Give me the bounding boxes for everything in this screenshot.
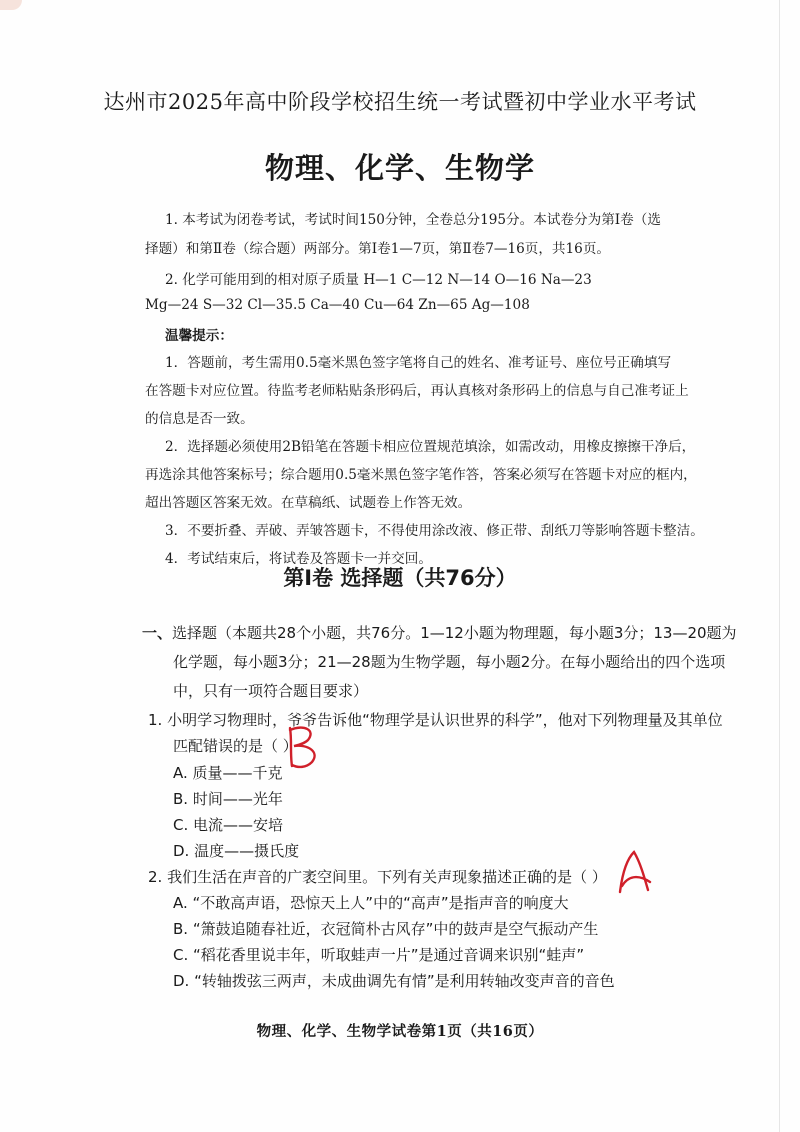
option-c: C. 电流——安培: [173, 816, 284, 834]
question-stem: 2. 我们生活在声音的广袤空间里。下列有关声现象描述正确的是（ ）: [148, 868, 607, 886]
handwritten-answer-b: [282, 722, 328, 772]
note-line: 2. 化学可能用到的相对原子质量 H—1 C—12 N—14 O—16 Na—23: [165, 272, 592, 288]
option-a: A. “不敢高声语，恐惊天上人”中的“高声”是指声音的响度大: [173, 894, 569, 912]
tip-line: 3．不要折叠、弄破、弄皱答题卡，不得使用涂改液、修正带、刮纸刀等影响答题卡整洁。: [165, 523, 704, 539]
subject-title: 物理、化学、生物学: [264, 151, 535, 185]
section-instructions-line: 化学题，每小题3分；21—28题为生物学题，每小题2分。在每小题给出的四个选项: [173, 653, 726, 671]
note-line: 择题）和第Ⅱ卷（综合题）两部分。第Ⅰ卷1—7页，第Ⅱ卷7—16页，共16页。: [145, 241, 611, 257]
note-line: 1. 本考试为闭卷考试，考试时间150分钟，全卷总分195分。本试卷分为第Ⅰ卷（选: [165, 212, 661, 228]
tip-line: 2．选择题必须使用2B铅笔在答题卡相应位置规范填涂，如需改动，用橡皮擦擦干净后，: [165, 439, 696, 455]
question-stem: 匹配错误的是（ ）: [173, 737, 298, 755]
option-d: D. 温度——摄氏度: [173, 842, 300, 860]
option-b: B. 时间——光年: [173, 790, 283, 808]
section-heading: [142, 622, 737, 643]
section-number: 一、: [142, 624, 173, 642]
corner-mark: [0, 0, 22, 10]
warm-tips-title: 温馨提示：: [165, 328, 233, 344]
tip-line: 的信息是否一致。: [145, 411, 254, 427]
option-c: C. “稻花香里说丰年，听取蛙声一片”是通过音调来识别“蛙声”: [173, 946, 585, 964]
handwritten-answer-a: [610, 846, 658, 896]
tip-line: 4．考试结束后，将试卷及答题卡一并交回。: [165, 551, 432, 567]
exam-title: 达州市2025年高中阶段学校招生统一考试暨初中学业水平考试: [103, 90, 697, 114]
option-d: D. “转轴拨弦三两声，未成曲调先有情”是利用转轴改变声音的音色: [173, 972, 615, 990]
section-instructions-line: 中，只有一项符合题目要求）: [173, 682, 369, 700]
note-line: Mg—24 S—32 Cl—35.5 Ca—40 Cu—64 Zn—65 Ag—108: [145, 297, 530, 313]
page-footer: 物理、化学、生物学试卷第1页（共16页）: [256, 1023, 544, 1040]
tip-line: 再选涂其他答案标号；综合题用0.5毫米黑色签字笔作答，答案必须写在答题卡对应的框内，: [145, 467, 697, 483]
option-b: B. “箫鼓追随春社近，衣冠简朴古风存”中的鼓声是空气振动产生: [173, 920, 599, 938]
tip-line: 1．答题前，考生需用0.5毫米黑色签字笔将自己的姓名、准考证号、座位号正确填写: [165, 355, 672, 371]
tip-line: 在答题卡对应位置。待监考老师粘贴条形码后，再认真核对条形码上的信息与自己准考证上: [145, 383, 689, 399]
question-stem: 1. 小明学习物理时，爷爷告诉他“物理学是认识世界的科学”，他对下列物理量及其单位: [148, 711, 723, 729]
option-a: A. 质量——千克: [173, 764, 283, 782]
part1-title: 第Ⅰ卷 选择题（共76分）: [283, 566, 517, 590]
section-instructions: 选择题（本题共28个小题，共76分。1—12小题为物理题，每小题3分；13—20题为: [172, 624, 737, 642]
tip-line: 超出答题区答案无效。在草稿纸、试题卷上作答无效。: [145, 495, 472, 511]
